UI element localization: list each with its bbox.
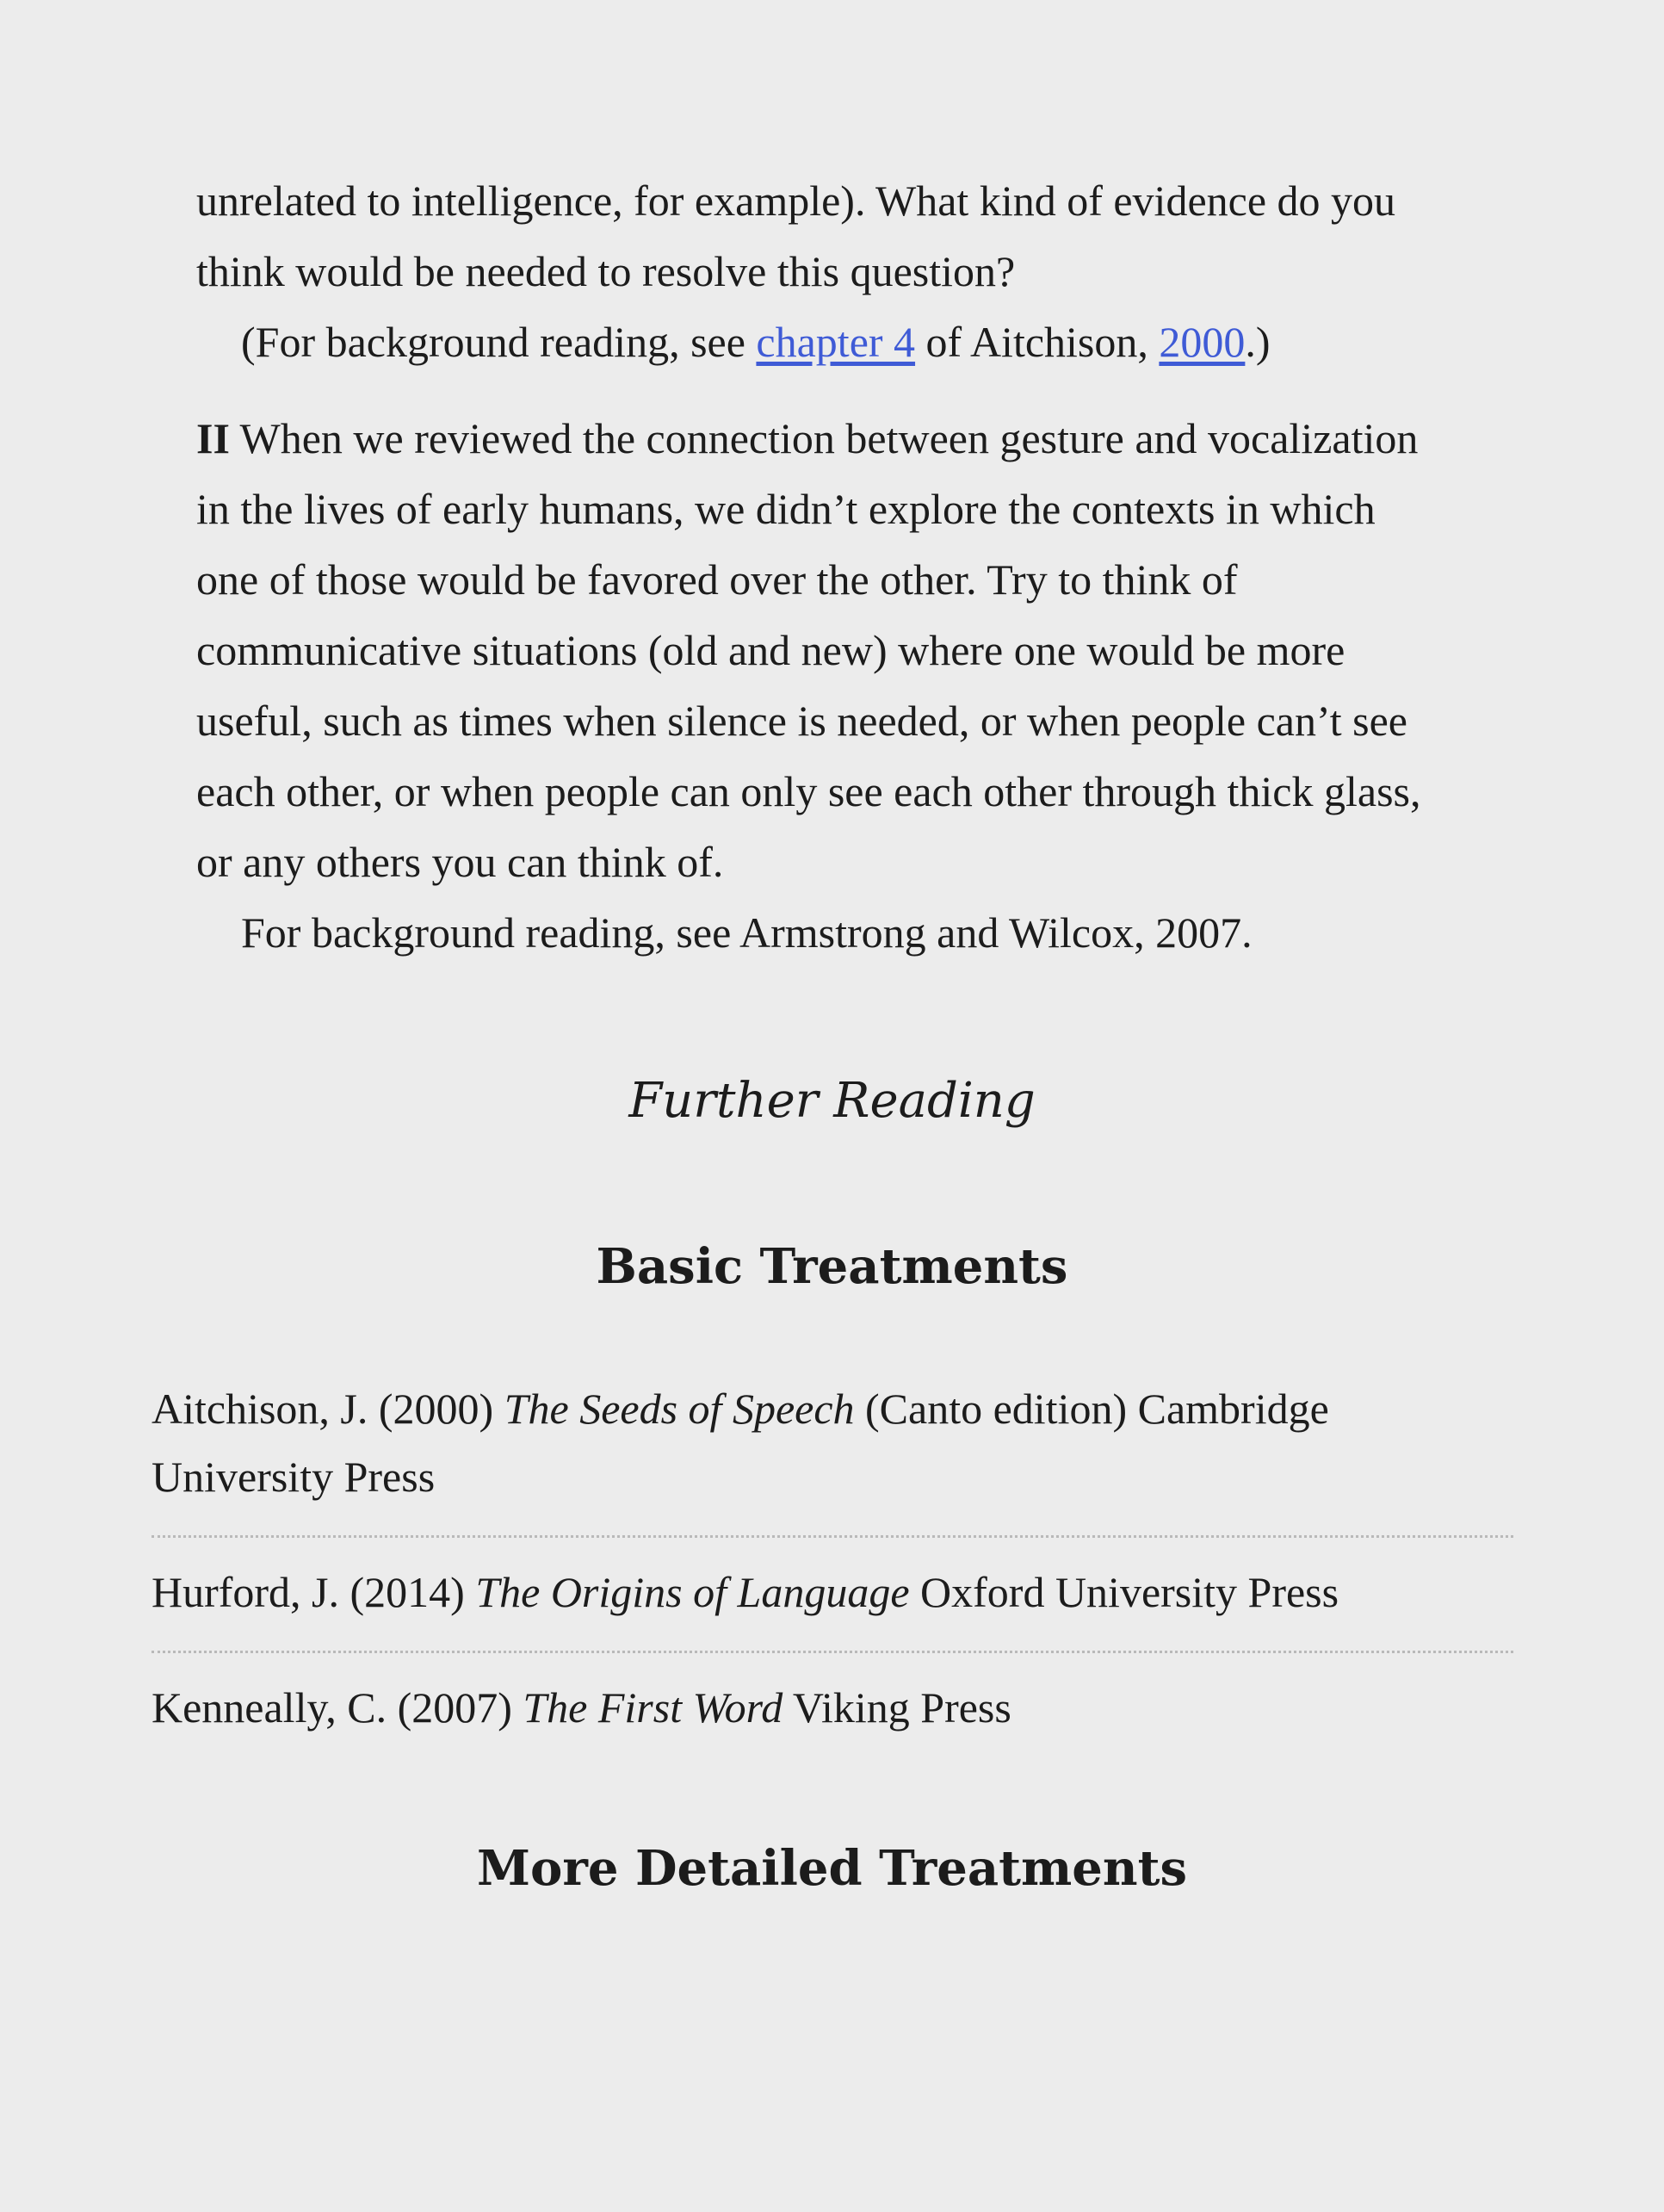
reference-divider (152, 1535, 1513, 1538)
background-text: of Aitchison, (915, 318, 1160, 366)
exercise-one-background (196, 307, 1488, 377)
reference-publisher: (Canto edition) Cambridge (854, 1385, 1329, 1433)
reference-author: Aitchison, J. (2000) (152, 1385, 504, 1433)
background-text: .) (1245, 318, 1271, 366)
reference-author: Hurford, J. (2014) (152, 1568, 476, 1616)
exercise-two-line-1 (196, 403, 1488, 474)
reference-title: The Seeds of Speech (504, 1385, 855, 1433)
exercise-two-text: When we reviewed the connection between gesture and vocalization (229, 414, 1419, 462)
reference-publisher: Oxford University Press (909, 1568, 1339, 1616)
exercise-two-line-7: or any others you can think of. (196, 838, 724, 886)
basic-treatments-heading: Basic Treatments (596, 1238, 1068, 1295)
exercise-numeral: II (196, 414, 230, 462)
aitchison-2000-link[interactable]: 2000 (1159, 318, 1246, 366)
reference-publisher: Viking Press (783, 1683, 1011, 1732)
exercise-two-line-5: useful, such as times when silence is needed, or when people can’t see (196, 697, 1407, 745)
exercise-one-line-2: think would be needed to resolve this question? (196, 247, 1016, 295)
reference-publisher: University Press (152, 1453, 436, 1501)
reference-divider (152, 1651, 1513, 1653)
exercise-two (196, 403, 1488, 968)
exercise-two-line-6: each other, or when people can only see each other through thick glass, (196, 767, 1421, 815)
reference-entry (152, 1674, 1513, 1742)
exercise-two-line-4: communicative situations (old and new) where one would be more (196, 626, 1345, 674)
reference-author: Kenneally, C. (2007) (152, 1683, 523, 1732)
exercise-one-line-1: unrelated to intelligence, for example). What kind of evidence do you (196, 177, 1396, 225)
exercise-two-background: For background reading, see Armstrong and Wilcox, 2007. (241, 908, 1253, 957)
exercise-two-line-3: one of those would be favored over the other. Try to think of (196, 555, 1238, 604)
reference-entry (152, 1375, 1513, 1511)
background-text: (For background reading, see (241, 318, 757, 366)
exercise-one-tail (196, 165, 1488, 377)
chapter-4-link[interactable]: chapter 4 (756, 318, 916, 366)
further-reading-heading: Further Reading (628, 1073, 1036, 1129)
reference-entry (152, 1558, 1513, 1626)
reference-title: The First Word (523, 1683, 783, 1732)
exercise-two-line-2: in the lives of early humans, we didn’t explore the contexts in which (196, 485, 1376, 533)
more-detailed-treatments-heading: More Detailed Treatments (476, 1840, 1187, 1897)
reference-title: The Origins of Language (475, 1568, 910, 1616)
basic-references-list (152, 1375, 1513, 1742)
